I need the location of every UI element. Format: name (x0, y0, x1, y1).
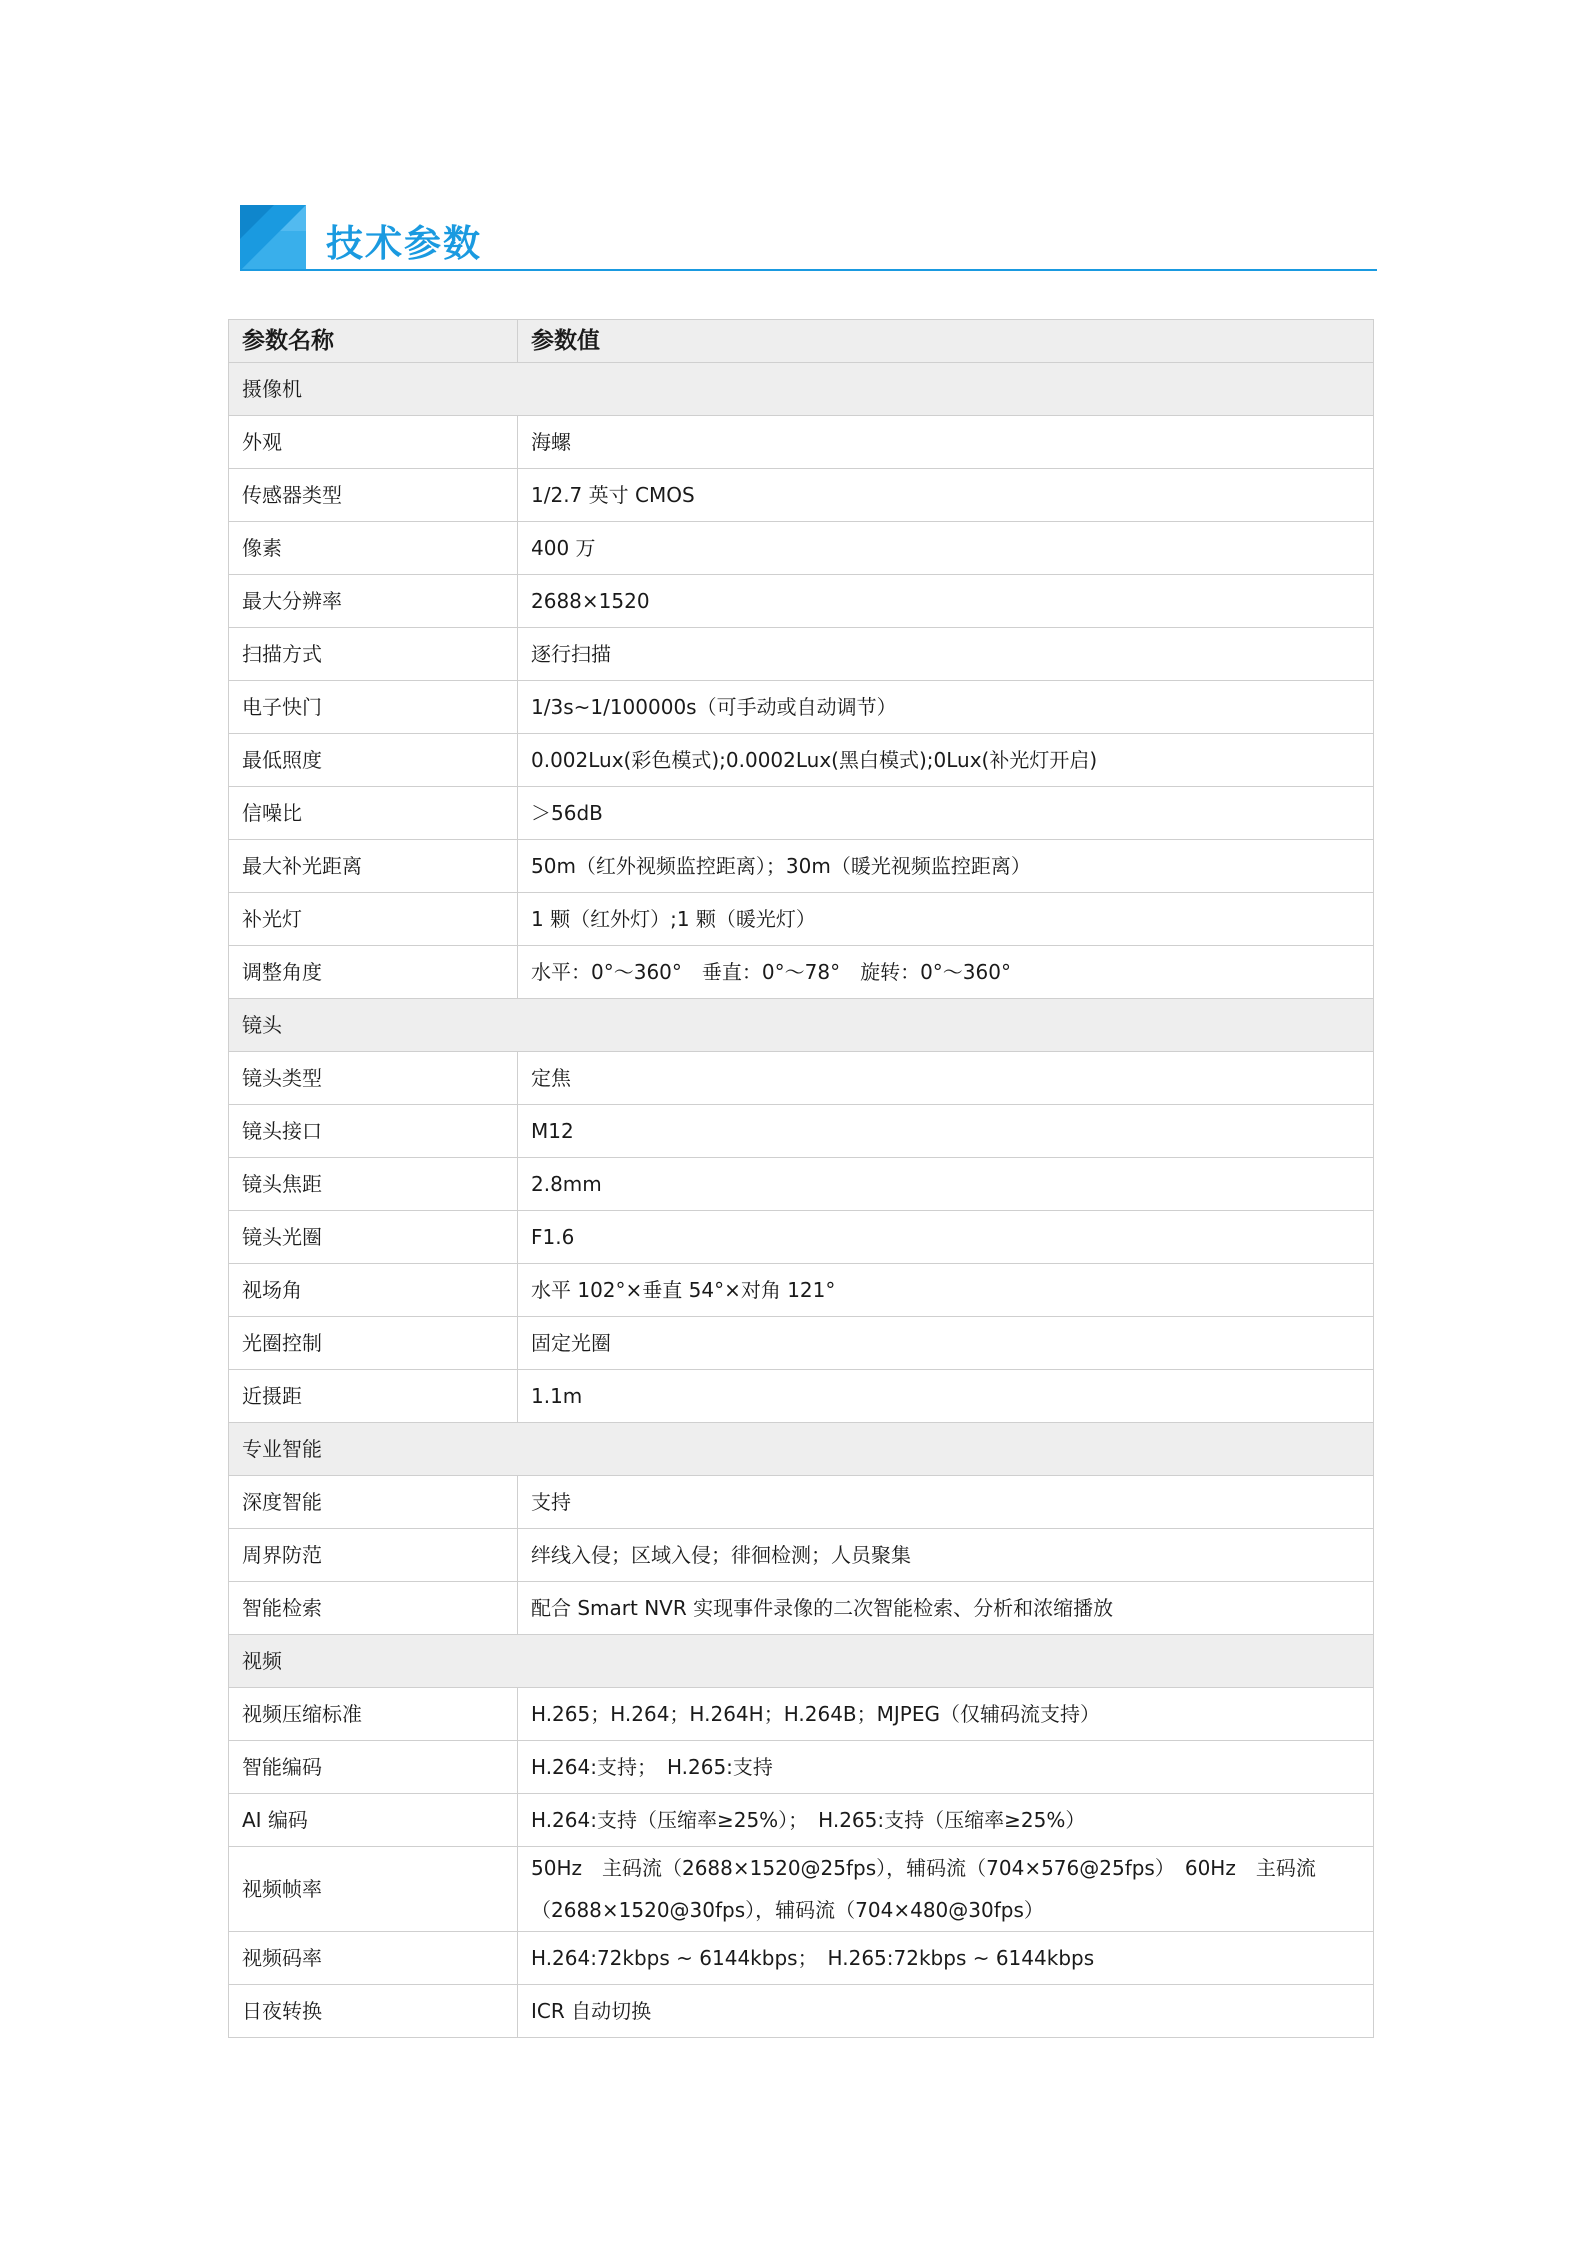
param-value: F1.6 (518, 1211, 1374, 1264)
table-row (229, 1932, 1374, 1985)
param-value: 配合 Smart NVR 实现事件录像的二次智能检索、分析和浓缩播放 (518, 1582, 1374, 1635)
section-title: 摄像机 (229, 363, 1374, 416)
param-name: 视场角 (229, 1264, 518, 1317)
param-name: 最大补光距离 (229, 840, 518, 893)
table-row (229, 1985, 1374, 2038)
param-name: AI 编码 (229, 1794, 518, 1847)
section-row (229, 1635, 1374, 1688)
param-name: 信噪比 (229, 787, 518, 840)
table-row (229, 681, 1374, 734)
param-value: 海螺 (518, 416, 1374, 469)
param-name: 智能编码 (229, 1741, 518, 1794)
param-name: 深度智能 (229, 1476, 518, 1529)
param-value: H.264:72kbps ~ 6144kbps； H.265:72kbps ~ 6144kbps (518, 1932, 1374, 1985)
table-row (229, 1476, 1374, 1529)
section-title: 视频 (229, 1635, 1374, 1688)
param-value: 支持 (518, 1476, 1374, 1529)
param-name: 视频压缩标准 (229, 1688, 518, 1741)
param-value: ICR 自动切换 (518, 1985, 1374, 2038)
table-row (229, 1370, 1374, 1423)
param-value: 1/3s~1/100000s（可手动或自动调节） (518, 681, 1374, 734)
param-name: 最大分辨率 (229, 575, 518, 628)
param-value: 50m（红外视频监控距离）；30m（暖光视频监控距离） (518, 840, 1374, 893)
param-value: ＞56dB (518, 787, 1374, 840)
param-name: 视频码率 (229, 1932, 518, 1985)
table-row (229, 734, 1374, 787)
param-value: 逐行扫描 (518, 628, 1374, 681)
param-name: 镜头光圈 (229, 1211, 518, 1264)
table-row (229, 522, 1374, 575)
param-name: 光圈控制 (229, 1317, 518, 1370)
param-value: 绊线入侵；区域入侵；徘徊检测；人员聚集 (518, 1529, 1374, 1582)
param-value: 0.002Lux(彩色模式);0.0002Lux(黑白模式);0Lux(补光灯开启) (518, 734, 1374, 787)
param-value: 2688×1520 (518, 575, 1374, 628)
table-header-row (229, 320, 1374, 363)
section-logo-icon (240, 205, 306, 271)
param-name: 智能检索 (229, 1582, 518, 1635)
table-row (229, 1158, 1374, 1211)
param-name: 镜头焦距 (229, 1158, 518, 1211)
param-value: 水平 102°×垂直 54°×对角 121° (518, 1264, 1374, 1317)
table-row (229, 787, 1374, 840)
param-name: 扫描方式 (229, 628, 518, 681)
table-row (229, 1529, 1374, 1582)
param-value: M12 (518, 1105, 1374, 1158)
param-value: H.264:支持（压缩率≥25%）； H.265:支持（压缩率≥25%） (518, 1794, 1374, 1847)
column-header-value: 参数值 (518, 320, 1374, 363)
param-name: 最低照度 (229, 734, 518, 787)
title-rule (240, 269, 1377, 271)
param-value: 50Hz 主码流（2688×1520@25fps），辅码流（704×576@25fps） 60Hz 主码流（2688×1520@30fps），辅码流（704×480@30fps） (518, 1847, 1374, 1932)
table-row (229, 1741, 1374, 1794)
table-row (229, 575, 1374, 628)
table-row (229, 1317, 1374, 1370)
section-title: 镜头 (229, 999, 1374, 1052)
param-value: 1/2.7 英寸 CMOS (518, 469, 1374, 522)
param-name: 调整角度 (229, 946, 518, 999)
page-title: 技术参数 (326, 222, 482, 265)
table-row (229, 1105, 1374, 1158)
table-row (229, 1582, 1374, 1635)
param-name: 视频帧率 (229, 1847, 518, 1932)
table-row (229, 1264, 1374, 1317)
param-value: 固定光圈 (518, 1317, 1374, 1370)
table-row (229, 628, 1374, 681)
param-name: 周界防范 (229, 1529, 518, 1582)
spec-table (228, 319, 1374, 2038)
param-name: 日夜转换 (229, 1985, 518, 2038)
table-row (229, 1052, 1374, 1105)
table-row (229, 1211, 1374, 1264)
table-row (229, 1847, 1374, 1932)
table-row (229, 1688, 1374, 1741)
param-name: 镜头类型 (229, 1052, 518, 1105)
param-name: 补光灯 (229, 893, 518, 946)
section-title: 专业智能 (229, 1423, 1374, 1476)
table-row (229, 840, 1374, 893)
param-name: 镜头接口 (229, 1105, 518, 1158)
param-name: 传感器类型 (229, 469, 518, 522)
section-header (240, 205, 1377, 271)
param-value: H.264:支持； H.265:支持 (518, 1741, 1374, 1794)
param-value: 2.8mm (518, 1158, 1374, 1211)
column-header-name: 参数名称 (229, 320, 518, 363)
section-row (229, 1423, 1374, 1476)
param-name: 像素 (229, 522, 518, 575)
param-value: 1 颗（红外灯）;1 颗（暖光灯） (518, 893, 1374, 946)
table-row (229, 946, 1374, 999)
param-value: 定焦 (518, 1052, 1374, 1105)
param-name: 电子快门 (229, 681, 518, 734)
section-row (229, 363, 1374, 416)
table-row (229, 1794, 1374, 1847)
param-name: 外观 (229, 416, 518, 469)
section-row (229, 999, 1374, 1052)
table-row (229, 893, 1374, 946)
param-value: 水平：0°～360° 垂直：0°～78° 旋转：0°～360° (518, 946, 1374, 999)
param-value: H.265；H.264；H.264H；H.264B；MJPEG（仅辅码流支持） (518, 1688, 1374, 1741)
table-row (229, 469, 1374, 522)
param-value: 400 万 (518, 522, 1374, 575)
table-row (229, 416, 1374, 469)
param-name: 近摄距 (229, 1370, 518, 1423)
param-value: 1.1m (518, 1370, 1374, 1423)
